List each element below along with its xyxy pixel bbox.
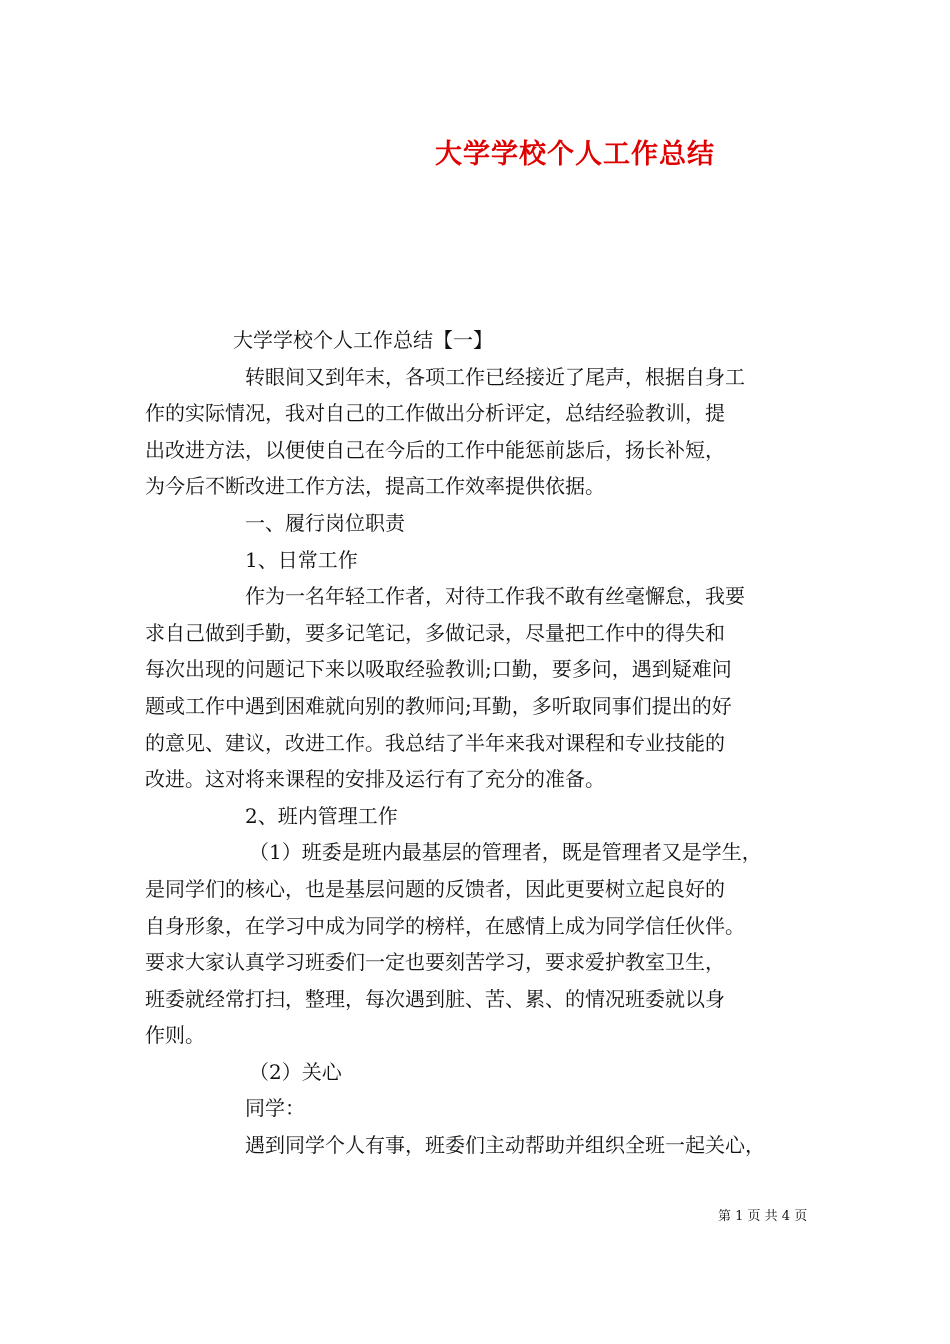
- paragraph-line: 求自己做到手勤，要多记笔记，多做记录，尽量把工作中的得失和: [145, 620, 725, 645]
- subsection-heading: 2、班内管理工作: [245, 803, 398, 828]
- paragraph-line: 转眼间又到年末，各项工作已经接近了尾声，根据自身工: [245, 364, 745, 389]
- document-title: 大学学校个人工作总结: [435, 139, 715, 170]
- paragraph-line: 每次出现的问题记下来以吸取经验教训;口勤，要多问，遇到疑难问: [145, 657, 732, 682]
- paragraph-line: 同学：: [245, 1096, 305, 1121]
- paragraph-line: 作的实际情况，我对自己的工作做出分析评定，总结经验教训，提: [145, 401, 725, 426]
- paragraph-line: 为今后不断改进工作方法，提高工作效率提供依据。: [145, 474, 605, 499]
- subsection-heading: 1、日常工作: [245, 547, 358, 572]
- paragraph-line: （1）班委是班内最基层的管理者，既是管理者又是学生，: [249, 840, 762, 865]
- document-body: [145, 322, 810, 1164]
- paragraph-line: 的意见、建议，改进工作。我总结了半年来我对课程和专业技能的: [145, 730, 725, 755]
- paragraph-line: 出改进方法，以便使自己在今后的工作中能惩前毖后，扬长补短，: [145, 437, 725, 462]
- section-heading: 一、履行岗位职责: [245, 510, 405, 535]
- paragraph-line: （2）关心: [249, 1059, 342, 1084]
- paragraph-line: 班委就经常打扫，整理，每次遇到脏、苦、累、的情况班委就以身: [145, 986, 725, 1011]
- paragraph-line: 是同学们的核心，也是基层问题的反馈者，因此更要树立起良好的: [145, 876, 725, 901]
- paragraph-line: 题或工作中遇到困难就向别的教师问;耳勤，多听取同事们提出的好: [145, 693, 732, 718]
- paragraph-line: 作则。: [145, 1023, 205, 1048]
- section-heading: 大学学校个人工作总结【一】: [233, 328, 493, 352]
- paragraph-line: 作为一名年轻工作者，对待工作我不敢有丝毫懈怠，我要: [245, 584, 745, 609]
- page-number: 第 1 页 共 4 页: [718, 1209, 808, 1224]
- paragraph-line: 要求大家认真学习班委们一定也要刻苦学习，要求爱护教室卫生，: [145, 950, 725, 975]
- paragraph-line: 遇到同学个人有事，班委们主动帮助并组织全班一起关心，: [245, 1133, 765, 1158]
- paragraph-line: 改进。这对将来课程的安排及运行有了充分的准备。: [145, 767, 605, 792]
- paragraph-line: 自身形象，在学习中成为同学的榜样，在感情上成为同学信任伙伴。: [145, 913, 745, 938]
